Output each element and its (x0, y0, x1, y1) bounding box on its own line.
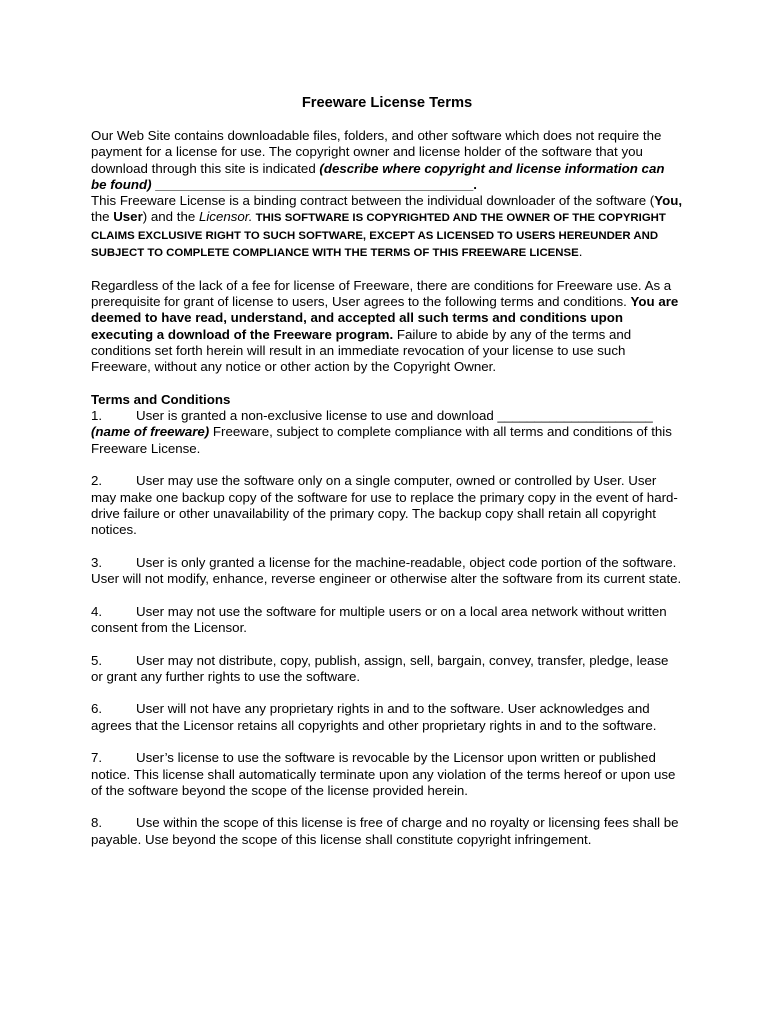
conditions-text: Regardless of the lack of a fee for license of Freeware, there are conditions for Freeware use. As a prerequisite for grant of license to users, User agrees to the following terms and conditions. (91, 277, 672, 309)
contract-text-and: ) and the (142, 209, 199, 225)
term-text: User is only granted a license for the machine-readable, object code portion of the software. User will not modify, enhance, reverse engineer or otherwise alter the software from its current state. (91, 554, 682, 587)
terms-heading: Terms and Conditions (91, 391, 231, 407)
contract-text-the: the (91, 209, 114, 225)
term-number: 6. (91, 701, 103, 717)
term-text-continued: Freeware, subject to complete compliance with all terms and conditions of this Freeware License. (91, 424, 672, 456)
term-text: User is granted a non-exclusive license to use and download _____________________ (136, 408, 653, 424)
term-number: 1. (91, 408, 103, 424)
term-item (91, 408, 683, 457)
term-number: 8. (91, 815, 103, 831)
term-number: 3. (91, 554, 103, 570)
conditions-paragraph (91, 278, 683, 376)
revocation-text: Failure to abide by any of the terms and conditions set forth herein will result in an immediate revocation of your license to use such Freeware, without any notice or other action by the Copyright Owner. (91, 326, 632, 375)
term-item (91, 473, 683, 538)
term-text: User may not distribute, copy, publish, assign, sell, bargain, convey, transfer, pledge, lease or grant any further rights to use the software. (91, 652, 669, 684)
contract-text: This Freeware License is a binding contract between the individual downloader of the software ( (91, 193, 655, 209)
contract-period: . (578, 244, 583, 260)
freeware-name-placeholder: (name of freeware) (91, 424, 210, 440)
deemed-accepted-text: You are deemed to have read, understand, and accepted all such terms and conditions upon executing a download of the Freeware program. (91, 293, 679, 342)
contract-paragraph (91, 193, 683, 261)
document-page (91, 94, 683, 848)
term-item (91, 750, 683, 799)
term-item (91, 604, 683, 637)
term-number: 2. (91, 473, 103, 489)
term-number: 5. (91, 652, 103, 668)
copyright-info-blank: ___________________________________________. (151, 176, 477, 192)
term-text: User’s license to use the software is revocable by the Licensor upon written or published notice. This license shall automatically terminate upon any violation of the terms hereof or upon use of the software beyond the scope of the license provided herein. (91, 750, 676, 798)
term-item (91, 815, 683, 848)
term-item (91, 701, 683, 734)
term-text: Use within the scope of this license is free of charge and no royalty or licensing fees shall be payable. Use beyond the scope of this license shall constitute copyright infringement. (91, 815, 679, 847)
term-number: 4. (91, 603, 103, 619)
user-term: User (113, 209, 143, 225)
term-number: 7. (91, 750, 103, 766)
term-item (91, 653, 683, 686)
term-text: User may use the software only on a single computer, owned or controlled by User. User may make one backup copy of the software for use to replace the primary copy in the event of hard-drive failure or other unavailability of the primary copy. The backup copy shall retain all copyright notices. (91, 473, 678, 538)
document-title: Freeware License Terms (301, 95, 473, 111)
intro-paragraph (91, 128, 683, 193)
term-item (91, 555, 683, 588)
copyright-notice-caps: THIS SOFTWARE IS COPYRIGHTED AND THE OWNER OF THE COPYRIGHT CLAIMS EXCLUSIVE RIGHT TO SUCH SOFTWARE, EXCEPT AS LICENSED TO USERS HEREUNDER AND SUBJECT TO COMPLETE COMPLIANCE WITH THE TERMS OF THIS FREEWARE LICENSE (91, 212, 666, 260)
term-text: User may not use the software for multiple users or on a local area network without written consent from the Licensor. (91, 603, 667, 635)
intro-text: Our Web Site contains downloadable files, folders, and other software which does not require the payment for a license for use. The copyright owner and license holder of the software that you download through this site is indicated (91, 128, 662, 176)
licensor-term: Licensor. (198, 209, 253, 225)
you-term: You, (654, 193, 683, 209)
copyright-info-placeholder: (describe where copyright and license information can be found) (91, 160, 665, 192)
term-text: User will not have any proprietary rights in and to the software. User acknowledges and agrees that the Licensor retains all copyrights and other proprietary rights in and to the software. (91, 701, 657, 733)
